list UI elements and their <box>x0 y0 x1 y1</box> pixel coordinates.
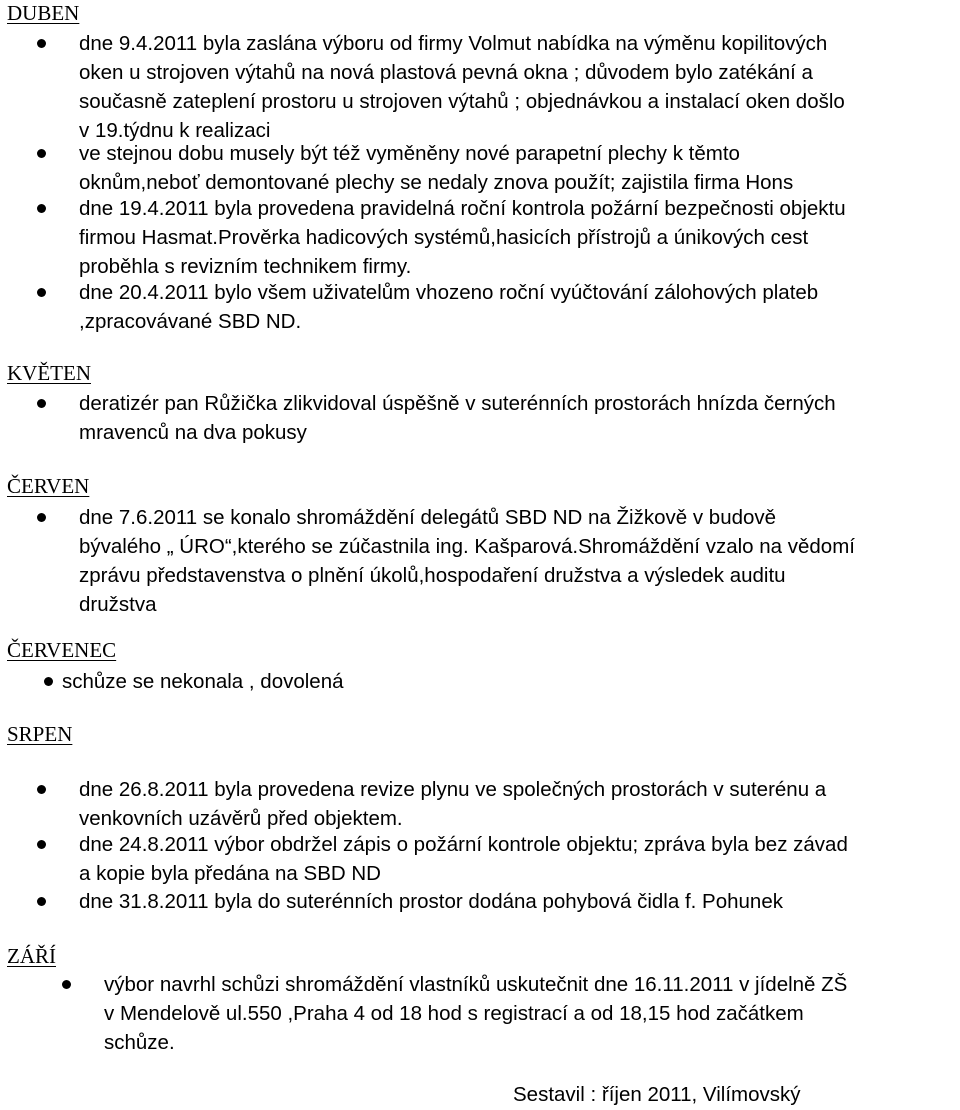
list-item <box>37 389 836 447</box>
item-line: schůze se nekonala , dovolená <box>62 670 344 693</box>
bullet-icon <box>37 840 46 849</box>
list-item <box>37 29 845 145</box>
item-line: dne 19.4.2011 byla provedena pravidelná roční kontrola požární bezpečnosti objektu <box>79 197 846 220</box>
item-line: výbor navrhl schůzi shromáždění vlastníků uskutečnit dne 16.11.2011 v jídelně ZŠ <box>104 973 848 996</box>
bullet-icon <box>37 288 46 297</box>
list-item <box>37 503 855 619</box>
month-heading-cerven: ČERVEN <box>7 474 90 498</box>
bullet-icon <box>37 149 46 158</box>
bullet-icon <box>37 785 46 794</box>
signature: Sestavil : říjen 2011, Vilímovský <box>513 1083 801 1106</box>
bullet-icon <box>62 980 71 989</box>
item-line: ,zpracovávané SBD ND. <box>79 310 302 333</box>
item-line: dne 26.8.2011 byla provedena revize plynu ve společných prostorách v suterénu a <box>79 778 827 801</box>
item-line: firmou Hasmat.Prověrka hadicových systémů,hasicích přístrojů a únikových cest <box>79 226 809 249</box>
month-heading-zari: ZÁŘÍ <box>7 944 56 968</box>
item-line: bývalého „ ÚRO“,kterého se zúčastnila ing. Kašparová.Shromáždění vzalo na vědomí <box>79 535 855 558</box>
item-line: oken u strojoven výtahů na nová plastová pevná okna ; důvodem bylo zatékání a <box>79 61 813 84</box>
item-line: dne 9.4.2011 byla zaslána výboru od firmy Volmut nabídka na výměnu kopilitových <box>79 32 828 55</box>
list-item <box>37 194 846 281</box>
month-heading-kveten: KVĚTEN <box>7 361 91 385</box>
item-line: schůze. <box>104 1031 175 1054</box>
bullet-icon <box>37 204 46 213</box>
item-line: oknům,neboť demontované plechy se nedaly znova použít; zajistila firma Hons <box>79 171 794 194</box>
item-line: a kopie byla předána na SBD ND <box>79 862 381 885</box>
item-line: zprávu představenstva o plnění úkolů,hospodaření družstva a výsledek auditu <box>79 564 786 587</box>
item-line: v Mendelově ul.550 ,Praha 4 od 18 hod s registrací a od 18,15 hod začátkem <box>104 1002 804 1025</box>
list-item <box>62 970 847 1057</box>
bullet-icon <box>37 39 46 48</box>
item-line: mravenců na dva pokusy <box>79 421 307 444</box>
list-item <box>37 139 793 197</box>
item-line: deratizér pan Růžička zlikvidoval úspěšně v suterénních prostorách hnízda černých <box>79 392 836 415</box>
list-item <box>37 775 826 833</box>
item-line: dne 7.6.2011 se konalo shromáždění delegátů SBD ND na Žižkově v budově <box>79 506 777 529</box>
month-heading-cervenec: ČERVENEC <box>7 638 117 662</box>
item-line: dne 20.4.2011 bylo všem uživatelům vhozeno roční vyúčtování zálohových plateb <box>79 281 819 304</box>
item-line: v 19.týdnu k realizaci <box>79 119 271 142</box>
item-line: dne 31.8.2011 byla do suterénních prostor dodána pohybová čidla f. Pohunek <box>79 890 783 913</box>
month-heading-duben: DUBEN <box>7 1 80 25</box>
bullet-icon <box>37 399 46 408</box>
list-item <box>37 278 818 336</box>
item-line: venkovních uzávěrů před objektem. <box>79 807 403 830</box>
bullet-icon <box>37 513 46 522</box>
bullet-icon <box>37 897 46 906</box>
list-item <box>37 830 848 888</box>
list-item <box>37 887 783 916</box>
item-line: družstva <box>79 593 157 616</box>
list-item <box>44 667 344 696</box>
item-line: současně zateplení prostoru u strojoven výtahů ; objednávkou a instalací oken došlo <box>79 90 845 113</box>
item-line: dne 24.8.2011 výbor obdržel zápis o požární kontrole objektu; zpráva byla bez závad <box>79 833 848 856</box>
bullet-icon <box>44 677 53 686</box>
item-line: ve stejnou dobu musely být též vyměněny nové parapetní plechy k těmto <box>79 142 740 165</box>
month-heading-srpen: SRPEN <box>7 722 73 746</box>
item-line: proběhla s revizním technikem firmy. <box>79 255 412 278</box>
